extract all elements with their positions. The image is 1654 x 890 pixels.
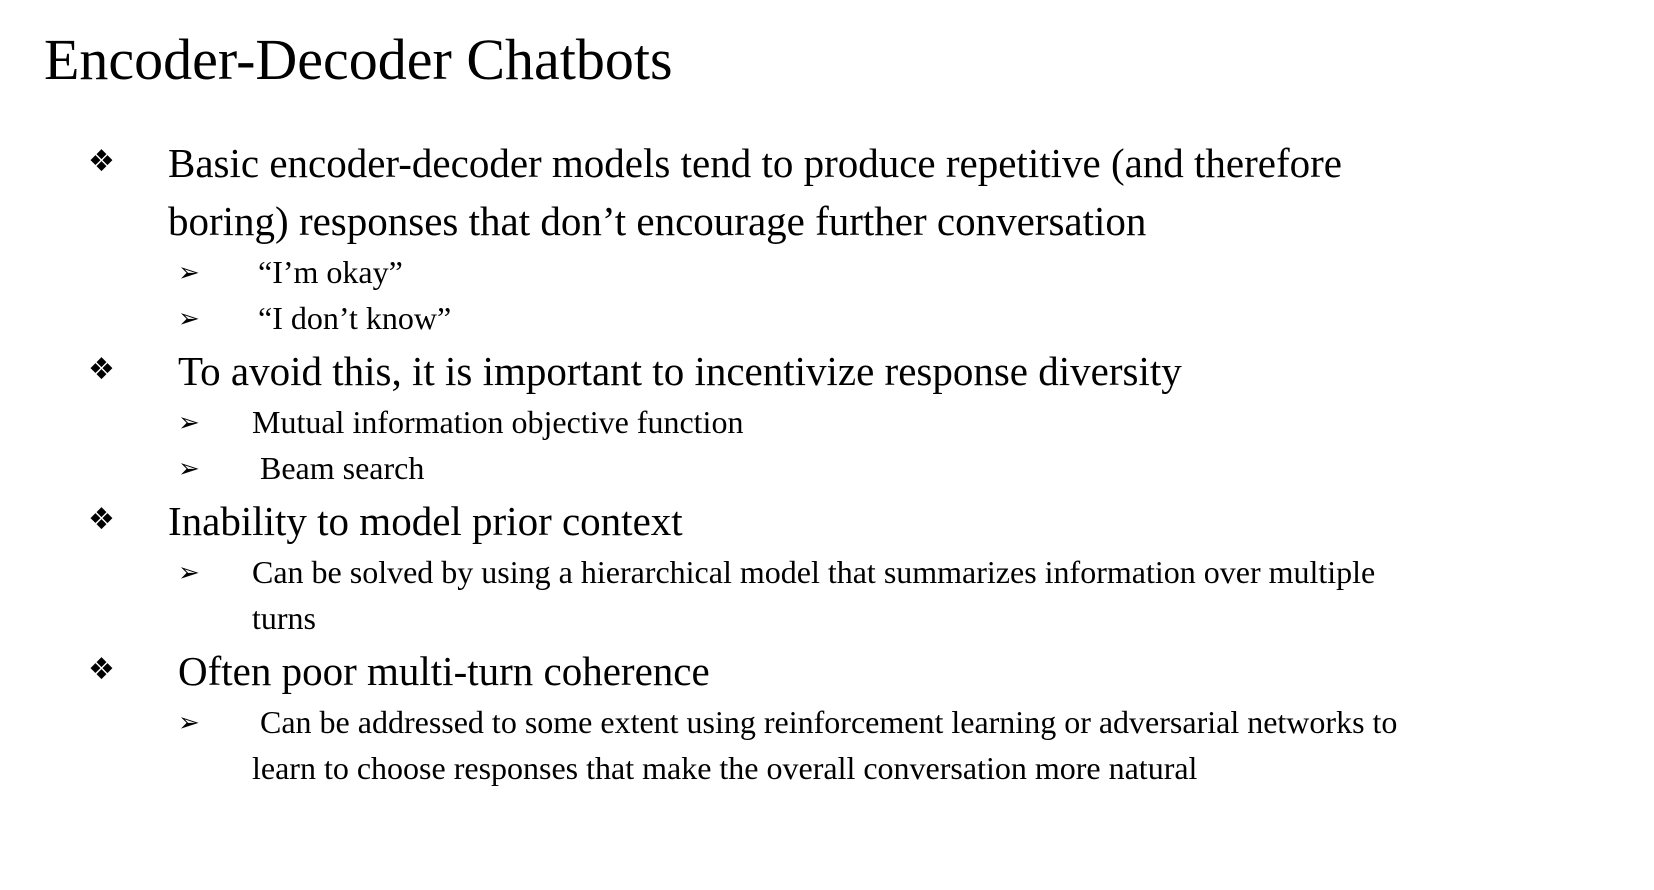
sub-bullet-4-1-line-1: Can be addressed to some extent using reinforcement learning or adversarial networks to [260, 704, 1398, 740]
bullet-marker-icon: ❖ [88, 502, 115, 537]
bullet-marker-icon: ❖ [88, 144, 115, 179]
bullet-marker-icon: ❖ [88, 652, 115, 687]
slide-title: Encoder-Decoder Chatbots [44, 27, 673, 92]
bullet-4-line-1: Often poor multi-turn coherence [178, 648, 710, 694]
sub-bullet-arrow-icon: ➢ [178, 258, 200, 288]
sub-bullet-2-1: Mutual information objective function [252, 404, 744, 440]
sub-bullet-arrow-icon: ➢ [178, 454, 200, 484]
sub-bullet-4-1-line-2: learn to choose responses that make the overall conversation more natural [252, 750, 1198, 786]
bullet-marker-icon: ❖ [88, 352, 115, 387]
sub-bullet-arrow-icon: ➢ [178, 304, 200, 334]
sub-bullet-arrow-icon: ➢ [178, 408, 200, 438]
sub-bullet-3-1-line-1: Can be solved by using a hierarchical model that summarizes information over multiple [252, 554, 1376, 590]
sub-bullet-2-2: Beam search [260, 450, 425, 486]
sub-bullet-arrow-icon: ➢ [178, 558, 200, 588]
bullet-2-line-1: To avoid this, it is important to incentivize response diversity [178, 348, 1182, 394]
sub-bullet-arrow-icon: ➢ [178, 708, 200, 738]
bullet-3-line-1: Inability to model prior context [168, 498, 683, 544]
sub-bullet-1-1: “I’m okay” [258, 254, 403, 290]
sub-bullet-3-1-line-2: turns [252, 600, 316, 636]
sub-bullet-1-2: “I don’t know” [258, 300, 452, 336]
bullet-1-line-2: boring) responses that don’t encourage further conversation [168, 198, 1147, 244]
bullet-1-line-1: Basic encoder-decoder models tend to produce repetitive (and therefore [168, 140, 1342, 186]
